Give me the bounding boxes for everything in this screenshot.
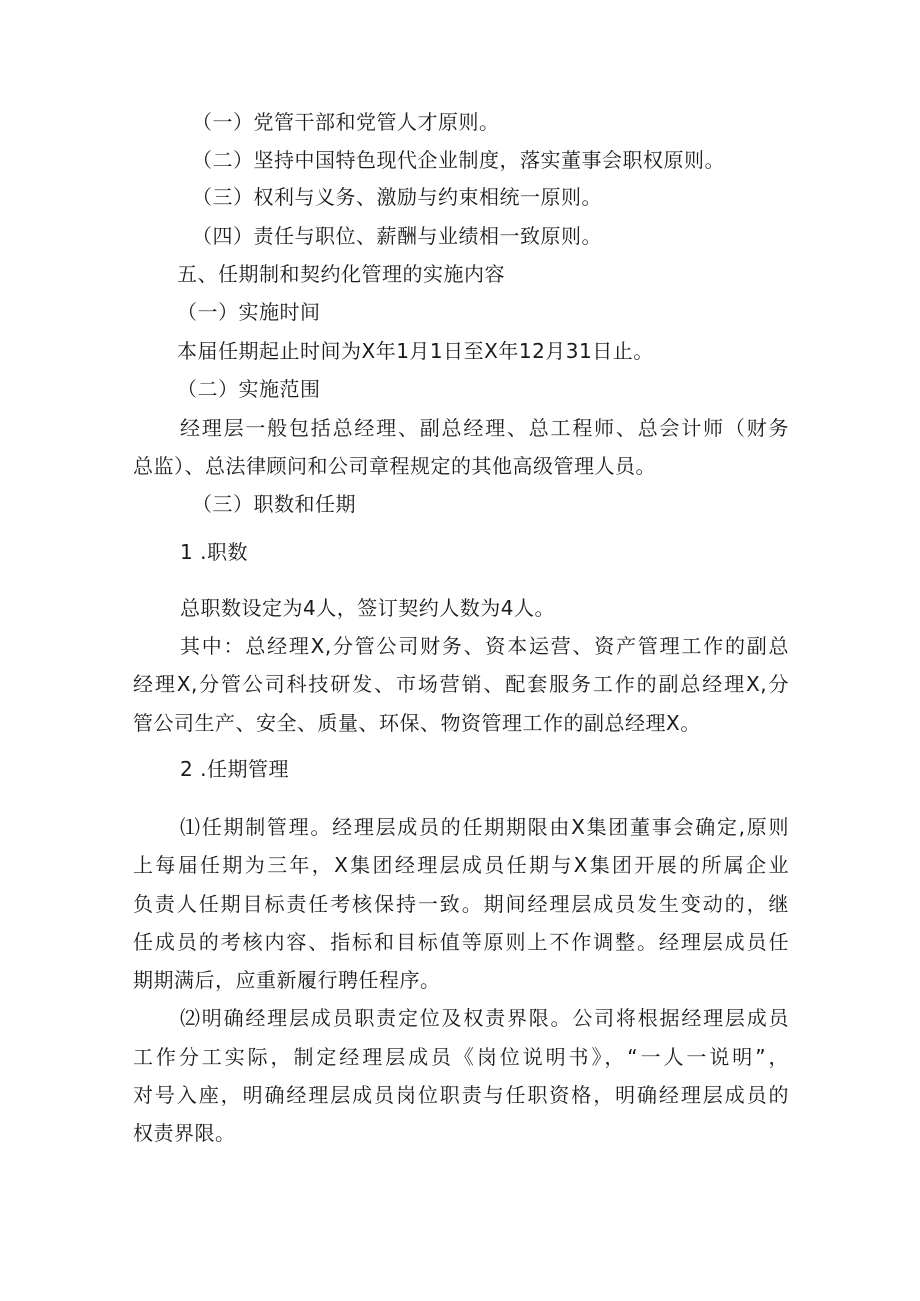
paragraph-positions-detail-line-1: 其中：总经理X,分管公司财务、资本运营、资产管理工作的副总: [180, 634, 789, 658]
section-heading-5: 五、任期制和契约化管理的实施内容: [177, 262, 505, 286]
paragraph-total-positions: 总职数设定为4人，签订契约人数为4人。: [180, 596, 555, 620]
paragraph-term-system-line-5: 期期满后，应重新履行聘任程序。: [133, 968, 441, 992]
paragraph-term-system-line-2: 上每届任期为三年，X集团经理层成员任期与X集团开展的所属企业: [133, 853, 789, 877]
principle-4: （四）责任与职位、薪酬与业绩相一致原则。: [192, 224, 602, 248]
paragraph-term-system-line-3: 负责人任期目标责任考核保持一致。期间经理层成员发生变动的，继: [133, 892, 789, 916]
paragraph-scope-line-2: 总监）、总法律顾问和公司章程规定的其他高级管理人员。: [133, 454, 656, 478]
principle-1: （一）党管干部和党管人才原则。: [192, 110, 500, 134]
paragraph-responsibilities-line-4: 权责界限。: [133, 1121, 236, 1145]
paragraph-responsibilities-line-2: 工作分工实际，制定经理层成员《岗位说明书》，“一人一说明”，: [133, 1045, 789, 1069]
paragraph-responsibilities-line-3: 对号入座，明确经理层成员岗位职责与任职资格，明确经理层成员的: [133, 1083, 789, 1107]
paragraph-positions-detail-line-3: 管公司生产、安全、质量、环保、物资管理工作的副总经理X。: [133, 711, 701, 735]
subheading-positions-and-term: （三）职数和任期: [192, 492, 356, 516]
paragraph-term-system-line-4: 任成员的考核内容、指标和目标值等原则上不作调整。经理层成员任: [133, 930, 789, 954]
principle-2: （二）坚持中国特色现代企业制度，落实董事会职权原则。: [192, 148, 725, 172]
paragraph-responsibilities-line-1: ⑵明确经理层成员职责定位及权责界限。公司将根据经理层成员: [180, 1006, 789, 1030]
paragraph-term-system-line-1: ⑴任期制管理。经理层成员的任期期限由X集团董事会确定,原则: [180, 815, 789, 839]
subheading-implementation-scope: （二）实施范围: [177, 377, 321, 401]
paragraph-scope-line-1: 经理层一般包括总经理、副总经理、总工程师、总会计师（财务: [180, 416, 789, 440]
principle-3: （三）权利与义务、激励与约束相统一原则。: [192, 185, 602, 209]
paragraph-term-dates: 本届任期起止时间为X年1月1日至X年12月31日止。: [177, 339, 654, 363]
paragraph-positions-detail-line-2: 经理X,分管公司科技研发、市场营销、配套服务工作的副总经理X,分: [133, 672, 789, 696]
subheading-implementation-time: （一）实施时间: [177, 300, 321, 324]
item-2-term-management: 2 .任期管理: [180, 757, 289, 781]
item-1-positions: 1 .职数: [180, 540, 248, 564]
